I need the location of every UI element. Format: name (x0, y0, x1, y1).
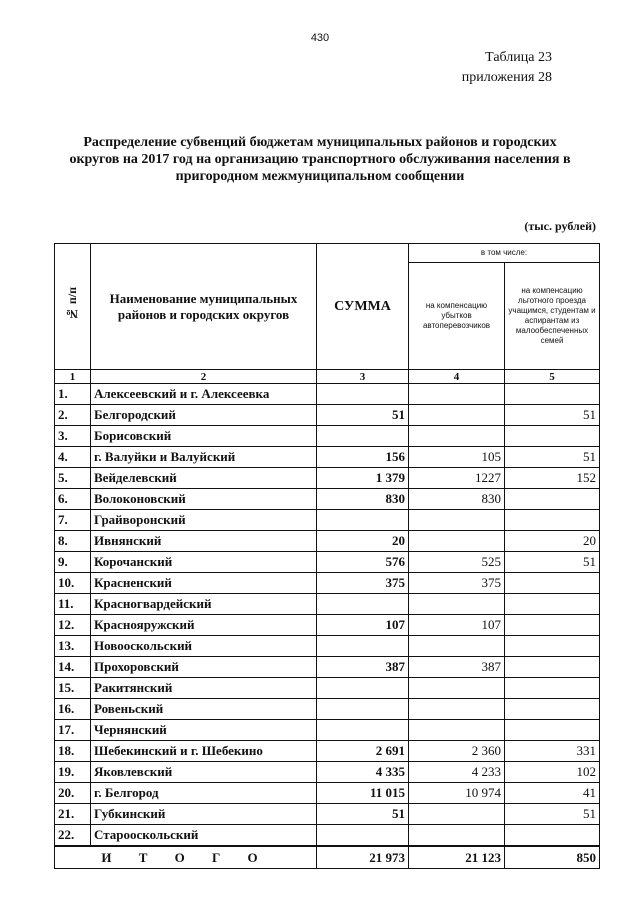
total-label: И Т О Г О (55, 846, 317, 869)
row-number: 5. (55, 468, 91, 489)
row-name: Красногвардейский (91, 594, 317, 615)
row-carriers: 525 (409, 552, 505, 573)
row-number: 8. (55, 531, 91, 552)
column-index: 1 (55, 370, 91, 384)
row-name: Старооскольский (91, 825, 317, 847)
table-row (55, 678, 600, 699)
row-sum: 4 335 (317, 762, 409, 783)
column-index: 3 (317, 370, 409, 384)
row-name: Красненский (91, 573, 317, 594)
table-row (55, 531, 600, 552)
row-name: Новооскольский (91, 636, 317, 657)
table-row (55, 552, 600, 573)
row-number: 4. (55, 447, 91, 468)
row-number: 13. (55, 636, 91, 657)
row-carriers (409, 825, 505, 847)
row-discount (505, 384, 600, 405)
row-sum: 156 (317, 447, 409, 468)
column-index: 4 (409, 370, 505, 384)
row-discount: 331 (505, 741, 600, 762)
row-number: 3. (55, 426, 91, 447)
row-discount (505, 678, 600, 699)
row-number: 21. (55, 804, 91, 825)
row-carriers: 105 (409, 447, 505, 468)
row-name: Шебекинский и г. Шебекино (91, 741, 317, 762)
table-row (55, 741, 600, 762)
row-name: Чернянский (91, 720, 317, 741)
row-carriers: 1227 (409, 468, 505, 489)
row-number: 20. (55, 783, 91, 804)
row-number: 11. (55, 594, 91, 615)
row-carriers (409, 531, 505, 552)
row-sum (317, 594, 409, 615)
row-name: г. Валуйки и Валуйский (91, 447, 317, 468)
row-discount (505, 615, 600, 636)
row-carriers (409, 405, 505, 426)
table-row (55, 447, 600, 468)
table-row (55, 405, 600, 426)
row-sum: 11 015 (317, 783, 409, 804)
row-carriers (409, 510, 505, 531)
row-sum: 1 379 (317, 468, 409, 489)
row-number: 18. (55, 741, 91, 762)
subvention-table (54, 243, 600, 869)
column-index: 2 (91, 370, 317, 384)
row-discount: 102 (505, 762, 600, 783)
table-row (55, 762, 600, 783)
row-number: 2. (55, 405, 91, 426)
row-discount (505, 510, 600, 531)
col-header-name: Наименование муниципальных районов и городских округов (91, 244, 317, 370)
row-name: Грайворонский (91, 510, 317, 531)
table-body (55, 384, 600, 847)
row-name: Яковлевский (91, 762, 317, 783)
row-name: Краснояружский (91, 615, 317, 636)
table-row (55, 510, 600, 531)
row-number: 6. (55, 489, 91, 510)
column-index-row (55, 370, 600, 384)
row-carriers (409, 720, 505, 741)
row-name: Вейделевский (91, 468, 317, 489)
column-index: 5 (505, 370, 600, 384)
row-discount (505, 699, 600, 720)
row-discount (505, 636, 600, 657)
row-sum (317, 699, 409, 720)
row-number: 22. (55, 825, 91, 847)
row-discount (505, 720, 600, 741)
table-row (55, 573, 600, 594)
row-sum: 2 691 (317, 741, 409, 762)
total-discount: 850 (505, 846, 600, 869)
row-carriers: 107 (409, 615, 505, 636)
row-sum: 20 (317, 531, 409, 552)
row-carriers (409, 804, 505, 825)
row-discount: 20 (505, 531, 600, 552)
row-sum (317, 825, 409, 847)
row-carriers (409, 426, 505, 447)
row-discount (505, 825, 600, 847)
row-discount: 51 (505, 447, 600, 468)
table-row (55, 783, 600, 804)
row-sum (317, 636, 409, 657)
col-header-num: № п/п (55, 244, 91, 370)
table-row (55, 720, 600, 741)
table-row (55, 657, 600, 678)
row-number: 16. (55, 699, 91, 720)
row-sum (317, 426, 409, 447)
row-sum: 830 (317, 489, 409, 510)
row-number: 12. (55, 615, 91, 636)
table-row (55, 468, 600, 489)
row-sum: 387 (317, 657, 409, 678)
row-number: 9. (55, 552, 91, 573)
table-row (55, 699, 600, 720)
row-name: г. Белгород (91, 783, 317, 804)
row-carriers (409, 636, 505, 657)
row-number: 17. (55, 720, 91, 741)
row-sum (317, 720, 409, 741)
row-name: Белгородский (91, 405, 317, 426)
row-sum: 51 (317, 405, 409, 426)
row-discount: 152 (505, 468, 600, 489)
table-row (55, 804, 600, 825)
col-header-discount: на компенсацию льготного проезда учащимся, студентам и аспирантам из малообеспеченных семей (505, 263, 600, 370)
row-name: Волоконовский (91, 489, 317, 510)
row-discount (505, 594, 600, 615)
units-label: (тыс. рублей) (524, 219, 596, 233)
row-discount (505, 573, 600, 594)
row-carriers (409, 594, 505, 615)
row-carriers: 10 974 (409, 783, 505, 804)
col-header-including: в том числе: (409, 244, 600, 263)
table-row (55, 426, 600, 447)
row-sum (317, 678, 409, 699)
col-header-sum: СУММА (317, 244, 409, 370)
appendix-label: приложения 28 (461, 70, 552, 85)
row-carriers: 830 (409, 489, 505, 510)
table-row (55, 615, 600, 636)
row-discount (505, 657, 600, 678)
row-carriers: 2 360 (409, 741, 505, 762)
total-carriers: 21 123 (409, 846, 505, 869)
row-number: 1. (55, 384, 91, 405)
row-sum: 51 (317, 804, 409, 825)
row-carriers (409, 384, 505, 405)
row-number: 7. (55, 510, 91, 531)
row-number: 19. (55, 762, 91, 783)
row-carriers (409, 699, 505, 720)
document-title: Распределение субвенций бюджетам муниципальных районов и городских округов на 2017 год на организацию транспортного обслуживания населения в пригородном межмуниципальном сообщении (69, 135, 571, 184)
total-sum: 21 973 (317, 846, 409, 869)
row-number: 15. (55, 678, 91, 699)
row-discount: 51 (505, 552, 600, 573)
row-discount (505, 489, 600, 510)
table-row (55, 594, 600, 615)
table-row (55, 384, 600, 405)
row-discount: 51 (505, 405, 600, 426)
row-discount: 51 (505, 804, 600, 825)
row-name: Ровеньский (91, 699, 317, 720)
table-row (55, 636, 600, 657)
row-name: Корочанский (91, 552, 317, 573)
row-carriers (409, 678, 505, 699)
row-name: Алексеевский и г. Алексеевка (91, 384, 317, 405)
row-name: Прохоровский (91, 657, 317, 678)
row-sum (317, 384, 409, 405)
row-sum: 375 (317, 573, 409, 594)
row-discount: 41 (505, 783, 600, 804)
table-row (55, 489, 600, 510)
row-sum: 576 (317, 552, 409, 573)
row-carriers: 4 233 (409, 762, 505, 783)
page-number: 430 (310, 32, 330, 44)
row-sum (317, 510, 409, 531)
row-number: 10. (55, 573, 91, 594)
row-name: Борисовский (91, 426, 317, 447)
row-name: Губкинский (91, 804, 317, 825)
row-carriers: 375 (409, 573, 505, 594)
table-label: Таблица 23 (485, 50, 552, 65)
row-name: Ивнянский (91, 531, 317, 552)
row-carriers: 387 (409, 657, 505, 678)
col-header-carriers: на компенсацию убытков автоперевозчиков (409, 263, 505, 370)
row-sum: 107 (317, 615, 409, 636)
table-row (55, 825, 600, 847)
row-number: 14. (55, 657, 91, 678)
total-row (55, 846, 600, 869)
row-discount (505, 426, 600, 447)
row-name: Ракитянский (91, 678, 317, 699)
